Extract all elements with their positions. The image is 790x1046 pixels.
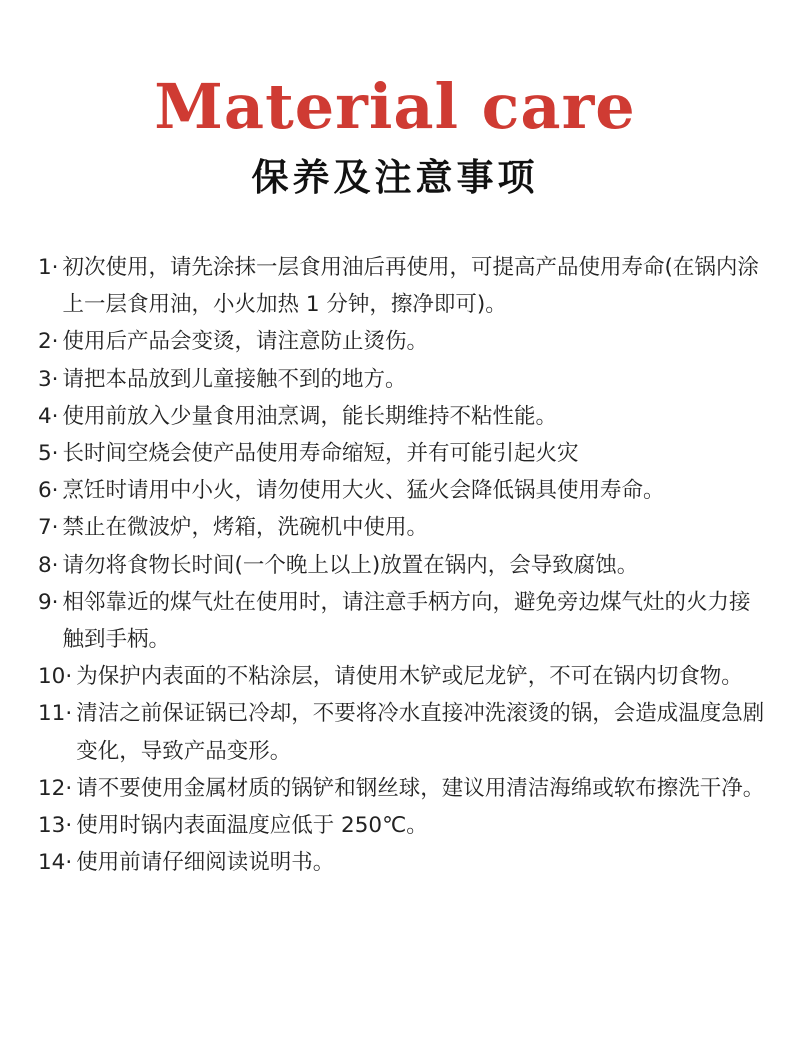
item-text: 初次使用，请先涂抹一层食用油后再使用，可提高产品使用寿命(在锅内涂上一层食用油，小火加热 1 分钟，擦净即可)。 — [62, 255, 759, 318]
list-item — [38, 323, 768, 360]
item-number: 5· — [38, 441, 59, 467]
item-text: 使用时锅内表面温度应低于 250℃。 — [76, 813, 428, 839]
item-text: 清洁之前保证锅已冷却，不要将冷水直接冲洗滚烫的锅，会造成温度急剧变化，导致产品变形。 — [76, 701, 765, 764]
item-text: 使用后产品会变烫，请注意防止烫伤。 — [62, 329, 429, 355]
list-item — [38, 770, 768, 807]
item-text: 相邻靠近的煤气灶在使用时，请注意手柄方向，避免旁边煤气灶的火力接触到手柄。 — [62, 589, 751, 653]
item-text: 使用前请仔细阅读说明书。 — [76, 850, 335, 876]
item-text: 请把本品放到儿童接触不到的地方。 — [62, 366, 407, 392]
item-number: 11· — [38, 701, 73, 727]
page-title: Material care — [154, 70, 636, 143]
item-number: 14· — [38, 850, 73, 876]
item-number: 3· — [38, 366, 59, 392]
care-instructions-list — [38, 249, 768, 881]
list-item — [38, 547, 768, 584]
item-number: 9· — [38, 589, 59, 615]
list-item — [38, 249, 768, 323]
list-item — [38, 584, 768, 658]
list-item — [38, 695, 768, 769]
list-item — [38, 361, 768, 398]
item-number: 4· — [38, 403, 59, 429]
item-number: 13· — [38, 813, 73, 839]
item-text: 禁止在微波炉，烤箱，洗碗机中使用。 — [62, 515, 429, 541]
item-text: 烹饪时请用中小火，请勿使用大火、猛火会降低锅具使用寿命。 — [62, 478, 665, 504]
list-item — [38, 658, 768, 695]
list-item — [38, 398, 768, 435]
item-text: 为保护内表面的不粘涂层，请使用木铲或尼龙铲，不可在锅内切食物。 — [76, 664, 743, 690]
list-item — [38, 844, 768, 881]
item-text: 长时间空烧会使产品使用寿命缩短，并有可能引起火灾 — [62, 441, 579, 467]
item-number: 8· — [38, 552, 59, 578]
item-number: 10· — [38, 664, 73, 690]
item-text: 请勿将食物长时间(一个晚上以上)放置在锅内，会导致腐蚀。 — [62, 552, 639, 578]
list-item — [38, 472, 768, 509]
item-text: 使用前放入少量食用油烹调，能长期维持不粘性能。 — [62, 403, 558, 429]
item-number: 1· — [38, 255, 59, 280]
item-number: 12· — [38, 775, 73, 801]
item-number: 2· — [38, 329, 59, 355]
page-subtitle: 保养及注意事项 — [251, 156, 539, 199]
list-item — [38, 435, 768, 472]
list-item — [38, 509, 768, 546]
item-number: 6· — [38, 478, 59, 504]
item-text: 请不要使用金属材质的锅铲和钢丝球，建议用清洁海绵或软布擦洗干净。 — [76, 775, 765, 801]
list-item — [38, 807, 768, 844]
item-number: 7· — [38, 515, 59, 541]
